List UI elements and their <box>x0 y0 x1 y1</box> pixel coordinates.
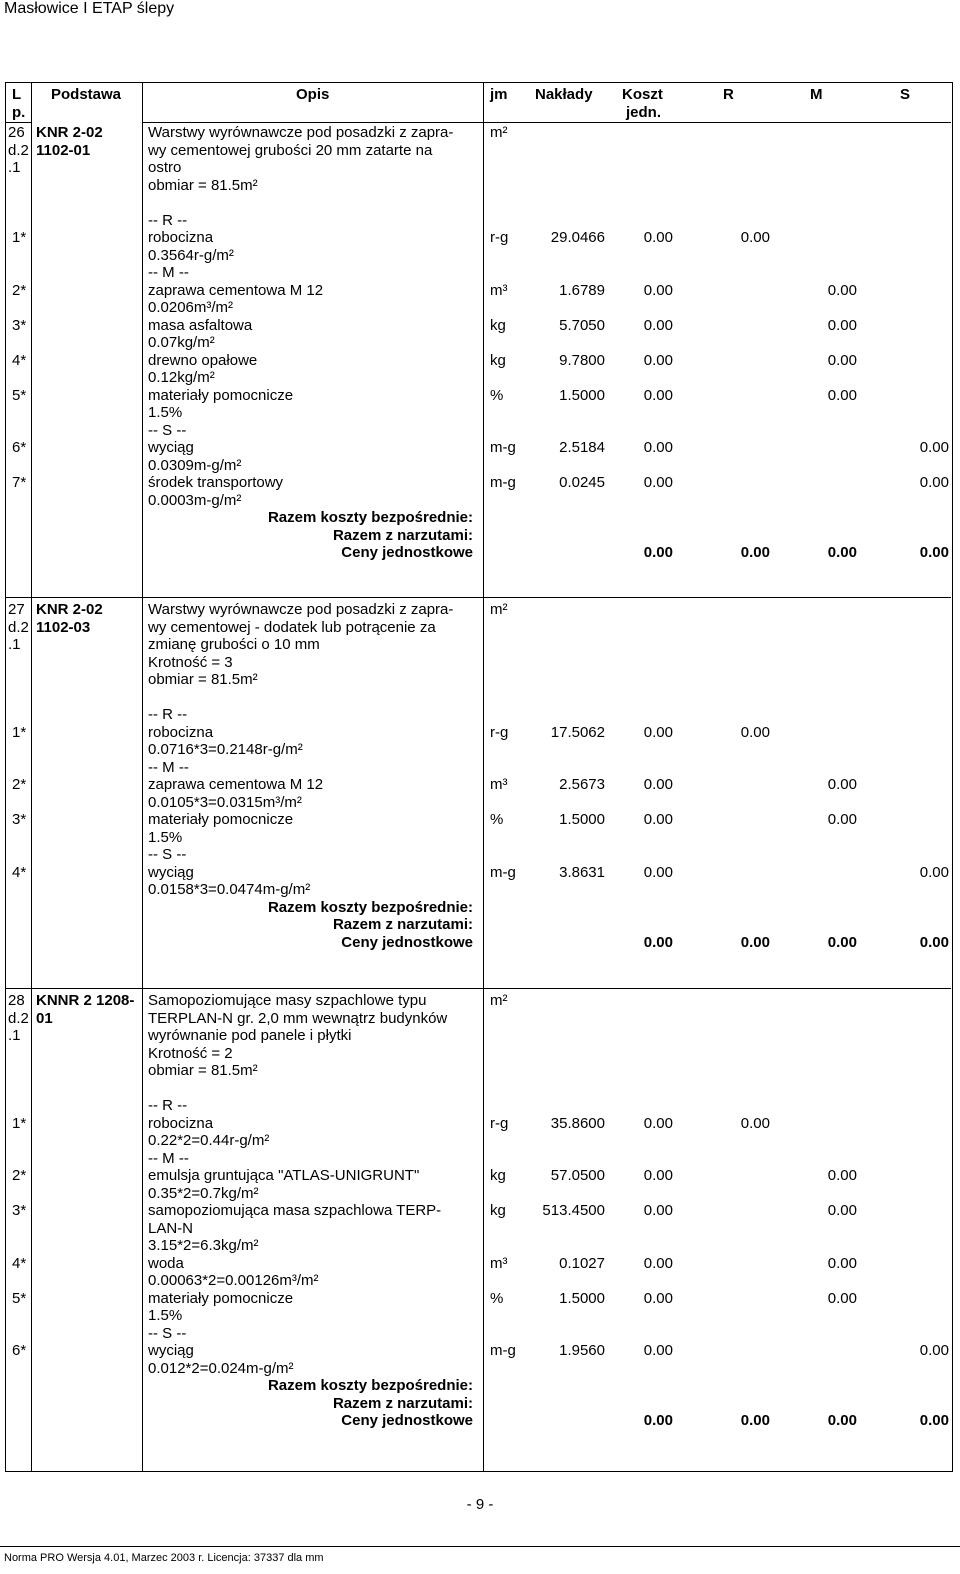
resource-unit: m³ <box>490 1254 508 1272</box>
position-number: d.2 <box>8 1009 29 1027</box>
position-description: zmianę grubości o 10 mm <box>148 636 320 653</box>
resource-norm: 0.0309m-g/m² <box>148 456 242 474</box>
resource-name: materiały pomocnicze <box>148 386 294 404</box>
header-r: R <box>723 86 734 103</box>
resource-norm: 0.0003m-g/m² <box>148 491 242 509</box>
summary-direct-costs: Razem koszty bezpośrednie: <box>267 509 473 526</box>
position-basis: KNNR 2 1208- <box>36 992 135 1009</box>
row-divider <box>142 122 951 123</box>
resource-number: 1* <box>12 229 27 246</box>
header-s: S <box>900 86 911 103</box>
resource-number: 2* <box>12 1167 27 1184</box>
summary-unit-price-value: 0.00 <box>643 933 673 951</box>
position-description: Warstwy wyrównawcze pod posadzki z zapra- <box>148 124 454 141</box>
header-m: M <box>810 86 823 103</box>
resource-quantity: 1.6789 <box>559 281 605 299</box>
resource-unit: % <box>490 1289 504 1307</box>
summary-direct-costs: Razem koszty bezpośrednie: <box>267 1377 473 1394</box>
summary-with-overhead: Razem z narzutami: <box>332 526 473 544</box>
position-unit: m² <box>490 124 508 141</box>
resource-price: 0.00 <box>643 1114 673 1132</box>
resource-number: 6* <box>12 439 27 456</box>
resource-price: 0.00 <box>643 863 673 881</box>
header-jm: jm <box>490 86 508 103</box>
position-description: TERPLAN-N gr. 2,0 mm wewnątrz budynków <box>148 1009 448 1027</box>
resource-price: 0.00 <box>643 474 673 491</box>
resource-group-label: -- S -- <box>148 1324 187 1342</box>
resource-value: 0.00 <box>740 723 770 741</box>
resource-value: 0.00 <box>919 474 949 491</box>
resource-value: 0.00 <box>827 1202 857 1219</box>
resource-name: środek transportowy <box>148 474 284 491</box>
position-description: Krotność = 2 <box>148 1044 233 1062</box>
resource-quantity: 17.5062 <box>550 723 605 741</box>
position-description: obmiar = 81.5m² <box>148 1062 258 1079</box>
summary-unit-prices: Ceny jednostkowe <box>341 1412 473 1429</box>
resource-quantity: 2.5673 <box>559 776 605 793</box>
summary-unit-price-value: 0.00 <box>740 544 770 561</box>
summary-direct-costs: Razem koszty bezpośrednie: <box>267 898 473 916</box>
resource-group-label: -- M -- <box>148 264 189 281</box>
resource-number: 5* <box>12 386 27 404</box>
resource-value: 0.00 <box>919 863 949 881</box>
resource-unit: kg <box>490 1202 506 1219</box>
position-number: d.2 <box>8 141 29 159</box>
column-divider <box>483 82 484 1472</box>
header-koszt: Koszt <box>622 86 663 103</box>
resource-unit: % <box>490 811 504 828</box>
position-number: d.2 <box>8 618 29 636</box>
position-description: ostro <box>148 159 182 176</box>
resource-norm: 3.15*2=6.3kg/m² <box>148 1237 259 1254</box>
resource-value: 0.00 <box>827 386 857 404</box>
summary-unit-price-value: 0.00 <box>740 933 770 951</box>
summary-unit-prices: Ceny jednostkowe <box>341 933 473 951</box>
page-number: - 9 - <box>466 1496 494 1513</box>
resource-unit: r-g <box>490 229 509 246</box>
position-unit: m² <box>490 992 508 1009</box>
position-number: .1 <box>8 636 21 653</box>
resource-group-label: -- M -- <box>148 1149 189 1167</box>
resource-group-label: -- S -- <box>148 421 187 439</box>
summary-unit-price-value: 0.00 <box>919 1412 949 1429</box>
resource-value: 0.00 <box>827 316 857 334</box>
resource-number: 4* <box>12 863 27 881</box>
resource-norm: 0.07kg/m² <box>148 334 215 351</box>
position-number: .1 <box>8 159 21 176</box>
software-footer: Norma PRO Wersja 4.01, Marzec 2003 r. Licencja: 37337 dla mm <box>4 1552 324 1564</box>
resource-number: 1* <box>12 723 27 741</box>
resource-unit: kg <box>490 351 506 369</box>
summary-with-overhead: Razem z narzutami: <box>332 916 473 933</box>
resource-quantity: 5.7050 <box>559 316 605 334</box>
header-koszt: jedn. <box>626 103 662 121</box>
resource-value: 0.00 <box>827 1167 857 1184</box>
resource-price: 0.00 <box>643 316 673 334</box>
resource-norm: 0.0158*3=0.0474m-g/m² <box>148 881 311 898</box>
resource-norm: 0.0206m³/m² <box>148 299 234 316</box>
summary-unit-price-value: 0.00 <box>643 1412 673 1429</box>
resource-group-label: -- R -- <box>148 706 188 723</box>
resource-quantity: 3.8631 <box>559 863 605 881</box>
resource-number: 1* <box>12 1114 27 1132</box>
resource-name: zaprawa cementowa M 12 <box>148 776 324 793</box>
resource-quantity: 513.4500 <box>542 1202 605 1219</box>
position-description: wy cementowej - dodatek lub potrącenie za <box>148 618 436 636</box>
resource-number: 4* <box>12 351 27 369</box>
summary-unit-price-value: 0.00 <box>919 933 949 951</box>
row-divider <box>5 122 31 123</box>
resource-value: 0.00 <box>827 776 857 793</box>
resource-price: 0.00 <box>643 776 673 793</box>
resource-value: 0.00 <box>827 1254 857 1272</box>
resource-number: 3* <box>12 1202 27 1219</box>
column-divider <box>31 82 32 1472</box>
resource-value: 0.00 <box>827 351 857 369</box>
position-description: Krotność = 3 <box>148 653 233 671</box>
position-description: wy cementowej grubości 20 mm zatarte na <box>148 141 433 159</box>
resource-value: 0.00 <box>740 229 770 246</box>
resource-number: 2* <box>12 776 27 793</box>
resource-norm: 1.5% <box>148 828 183 846</box>
resource-value: 0.00 <box>827 281 857 299</box>
resource-quantity: 1.5000 <box>559 811 605 828</box>
resource-number: 4* <box>12 1254 27 1272</box>
resource-price: 0.00 <box>643 351 673 369</box>
row-divider <box>5 988 951 989</box>
resource-price: 0.00 <box>643 1342 673 1359</box>
resource-unit: % <box>490 386 504 404</box>
position-number: 27 <box>8 601 25 618</box>
header-opis: Opis <box>296 86 330 103</box>
resource-quantity: 1.5000 <box>559 1289 605 1307</box>
resource-price: 0.00 <box>643 229 673 246</box>
resource-group-label: -- M -- <box>148 758 189 776</box>
footer-divider <box>0 1546 960 1547</box>
resource-price: 0.00 <box>643 281 673 299</box>
resource-number: 7* <box>12 474 27 491</box>
resource-value: 0.00 <box>827 1289 857 1307</box>
resource-group-label: -- R -- <box>148 1097 188 1114</box>
header-naklady: Nakłady <box>535 86 593 103</box>
row-divider <box>5 597 951 598</box>
position-basis: 1102-03 <box>36 618 91 636</box>
resource-price: 0.00 <box>643 386 673 404</box>
summary-unit-price-value: 0.00 <box>643 544 673 561</box>
summary-unit-price-value: 0.00 <box>827 933 857 951</box>
resource-unit: m-g <box>490 1342 516 1359</box>
resource-unit: kg <box>490 316 506 334</box>
resource-price: 0.00 <box>643 723 673 741</box>
resource-name: robocizna <box>148 229 214 246</box>
resource-price: 0.00 <box>643 439 673 456</box>
position-description: wyrównanie pod panele i płytki <box>148 1027 352 1044</box>
resource-name: emulsja gruntująca "ATLAS-UNIGRUNT" <box>148 1167 420 1184</box>
resource-price: 0.00 <box>643 1167 673 1184</box>
resource-norm: 0.3564r-g/m² <box>148 246 234 264</box>
position-number: .1 <box>8 1027 21 1044</box>
resource-unit: m-g <box>490 439 516 456</box>
resource-norm: 0.012*2=0.024m-g/m² <box>148 1359 294 1377</box>
resource-name: wyciąg <box>148 1342 194 1359</box>
summary-with-overhead: Razem z narzutami: <box>332 1394 473 1412</box>
resource-value: 0.00 <box>919 439 949 456</box>
resource-number: 5* <box>12 1289 27 1307</box>
resource-norm: 0.22*2=0.44r-g/m² <box>148 1132 270 1149</box>
header-lp: p. <box>12 103 26 121</box>
header-lp: L <box>12 86 22 103</box>
resource-quantity: 57.0500 <box>550 1167 605 1184</box>
resource-name: woda <box>148 1254 184 1272</box>
resource-value: 0.00 <box>827 811 857 828</box>
position-description: Samopoziomujące masy szpachlowe typu <box>148 992 427 1009</box>
resource-name: materiały pomocnicze <box>148 811 294 828</box>
position-unit: m² <box>490 601 508 618</box>
resource-unit: m-g <box>490 474 516 491</box>
position-basis: KNR 2-02 <box>36 601 103 618</box>
resource-name: drewno opałowe <box>148 351 258 369</box>
resource-quantity: 9.7800 <box>559 351 605 369</box>
resource-price: 0.00 <box>643 1254 673 1272</box>
resource-number: 2* <box>12 281 27 299</box>
resource-group-label: -- S -- <box>148 846 187 863</box>
resource-name: LAN-N <box>148 1219 194 1237</box>
position-basis: KNR 2-02 <box>36 124 103 141</box>
resource-unit: kg <box>490 1167 506 1184</box>
resource-value: 0.00 <box>740 1114 770 1132</box>
resource-quantity: 2.5184 <box>559 439 605 456</box>
resource-quantity: 0.1027 <box>559 1254 605 1272</box>
resource-name: wyciąg <box>148 439 194 456</box>
resource-name: wyciąg <box>148 863 194 881</box>
resource-number: 3* <box>12 316 27 334</box>
resource-price: 0.00 <box>643 811 673 828</box>
header-podstawa: Podstawa <box>51 86 122 103</box>
resource-quantity: 1.9560 <box>559 1342 605 1359</box>
resource-norm: 0.12kg/m² <box>148 369 215 386</box>
resource-unit: m-g <box>490 863 516 881</box>
resource-quantity: 35.8600 <box>550 1114 605 1132</box>
resource-name: samopoziomująca masa szpachlowa TERP- <box>148 1202 442 1219</box>
resource-number: 6* <box>12 1342 27 1359</box>
resource-name: robocizna <box>148 723 214 741</box>
summary-unit-price-value: 0.00 <box>827 544 857 561</box>
position-number: 28 <box>8 992 25 1009</box>
resource-norm: 0.00063*2=0.00126m³/m² <box>148 1272 319 1289</box>
resource-quantity: 1.5000 <box>559 386 605 404</box>
position-description: obmiar = 81.5m² <box>148 671 258 688</box>
resource-norm: 1.5% <box>148 1307 183 1324</box>
summary-unit-price-value: 0.00 <box>740 1412 770 1429</box>
resource-value: 0.00 <box>919 1342 949 1359</box>
resource-name: materiały pomocnicze <box>148 1289 294 1307</box>
resource-norm: 0.35*2=0.7kg/m² <box>148 1184 259 1202</box>
position-description: obmiar = 81.5m² <box>148 176 258 194</box>
position-number: 26 <box>8 124 25 141</box>
resource-unit: r-g <box>490 723 509 741</box>
resource-unit: m³ <box>490 281 508 299</box>
summary-unit-prices: Ceny jednostkowe <box>341 544 473 561</box>
resource-norm: 0.0716*3=0.2148r-g/m² <box>148 741 303 758</box>
resource-norm: 1.5% <box>148 404 183 421</box>
resource-price: 0.00 <box>643 1202 673 1219</box>
resource-name: masa asfaltowa <box>148 316 253 334</box>
resource-quantity: 29.0466 <box>550 229 605 246</box>
position-basis: 01 <box>36 1009 53 1027</box>
position-basis: 1102-01 <box>36 141 91 159</box>
column-divider <box>142 82 143 1472</box>
position-description: Warstwy wyrównawcze pod posadzki z zapra- <box>148 601 454 618</box>
resource-price: 0.00 <box>643 1289 673 1307</box>
resource-unit: r-g <box>490 1114 509 1132</box>
resource-name: zaprawa cementowa M 12 <box>148 281 324 299</box>
resource-number: 3* <box>12 811 27 828</box>
resource-unit: m³ <box>490 776 508 793</box>
resource-group-label: -- R -- <box>148 211 188 229</box>
document-title: Masłowice I ETAP ślepy <box>4 0 175 17</box>
resource-name: robocizna <box>148 1114 214 1132</box>
resource-quantity: 0.0245 <box>559 474 605 491</box>
summary-unit-price-value: 0.00 <box>919 544 949 561</box>
summary-unit-price-value: 0.00 <box>827 1412 857 1429</box>
resource-norm: 0.0105*3=0.0315m³/m² <box>148 793 302 811</box>
